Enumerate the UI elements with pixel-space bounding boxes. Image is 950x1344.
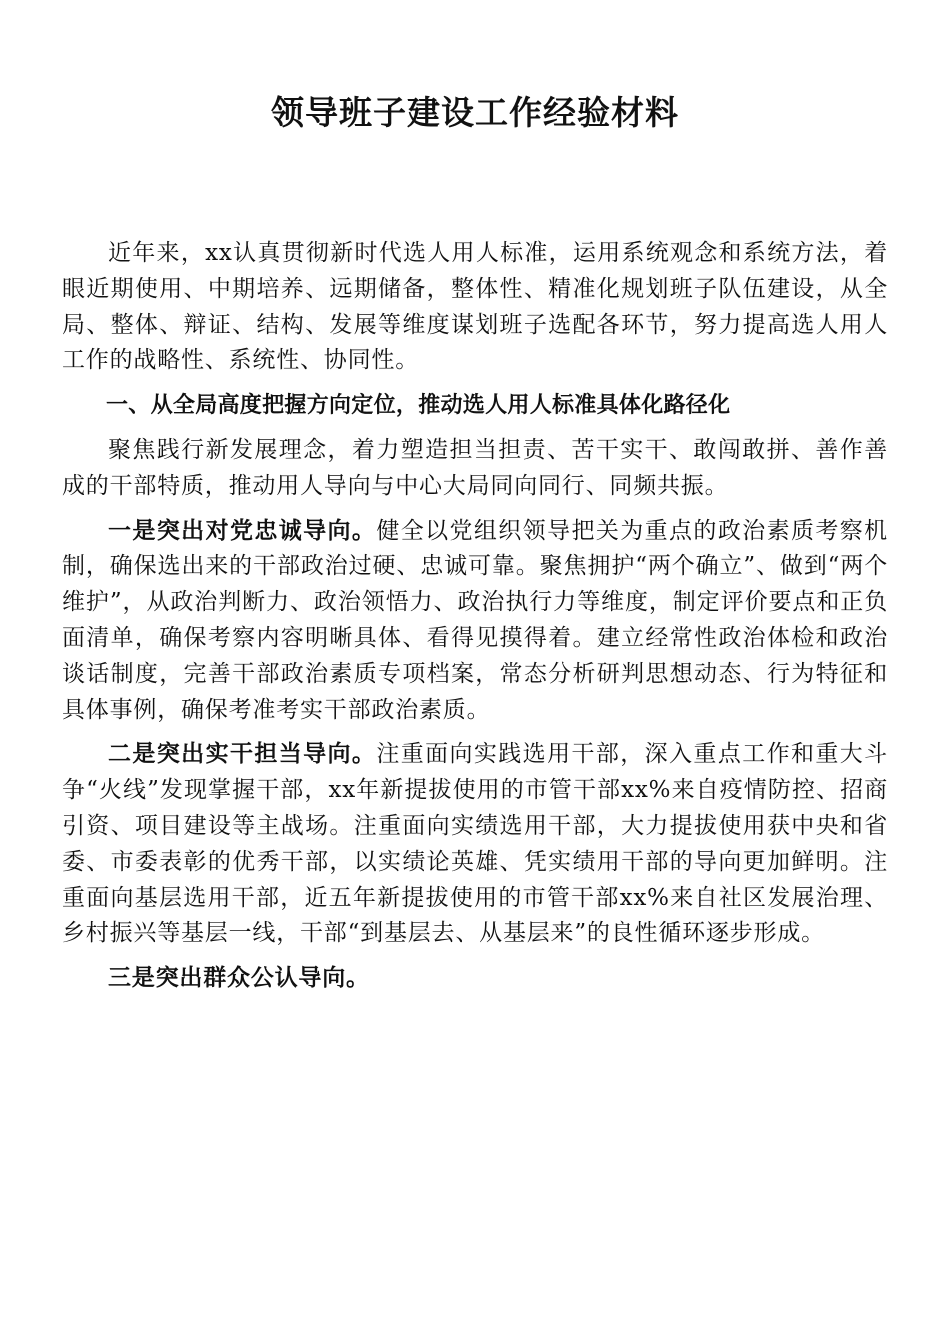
point-lead-2: 二是突出实干担当导向。 <box>108 740 377 768</box>
document-body <box>62 236 888 997</box>
point-lead-1: 一是突出对党忠诚导向。 <box>108 516 377 544</box>
section-summary: 聚焦践行新发展理念，着力塑造担当担责、苦干实干、敢闯敢拼、善作善成的干部特质，推动用人导向与中心大局同向同行、同频共振。 <box>62 436 888 499</box>
point-paragraph-3 <box>62 960 888 997</box>
point-text-2: 注重面向实践选用干部，深入重点工作和重大斗争“火线”发现掌握干部，xx年新提拔使用的市管干部xx%来自疫情防控、招商引资、项目建设等主战场。注重面向实绩选用干部，大力提拔使用获中央和省委、市委表彰的优秀干部，以实绩论英雄、凭实绩用干部的导向更加鲜明。注重面向基层选用干部，近五年新提拔使用的市管干部xx%来自社区发展治理、乡村振兴等基层一线，干部“到基层去、从基层来”的良性循环逐步形成。 <box>62 741 888 947</box>
document-title: 领导班子建设工作经验材料 <box>271 93 679 132</box>
section-heading: 一、从全局高度把握方向定位，推动选人用人标准具体化路径化 <box>106 393 731 419</box>
intro-paragraph: 近年来，xx认真贯彻新时代选人用人标准，运用系统观念和系统方法，着眼近期使用、中期培养、远期储备，整体性、精准化规划班子队伍建设，从全局、整体、辩证、结构、发展等维度谋划班子选配各环节，努力提高选人用人工作的战略性、系统性、协同性。 <box>62 240 888 374</box>
point-text-1: 健全以党组织领导把关为重点的政治素质考察机制，确保选出来的干部政治过硬、忠诚可靠。聚焦拥护“两个确立”、做到“两个维护”，从政治判断力、政治领悟力、政治执行力等维度，制定评价要点和正负面清单，确保考察内容明晰具体、看得见摸得着。建立经常性政治体检和政治谈话制度，完善干部政治素质专项档案，常态分析研判思想动态、行为特征和具体事例，确保考准考实干部政治素质。 <box>62 517 888 723</box>
point-lead-3: 三是突出群众公认导向。 <box>108 964 370 992</box>
point-paragraph-2 <box>62 736 888 952</box>
point-paragraph-1 <box>62 513 888 729</box>
